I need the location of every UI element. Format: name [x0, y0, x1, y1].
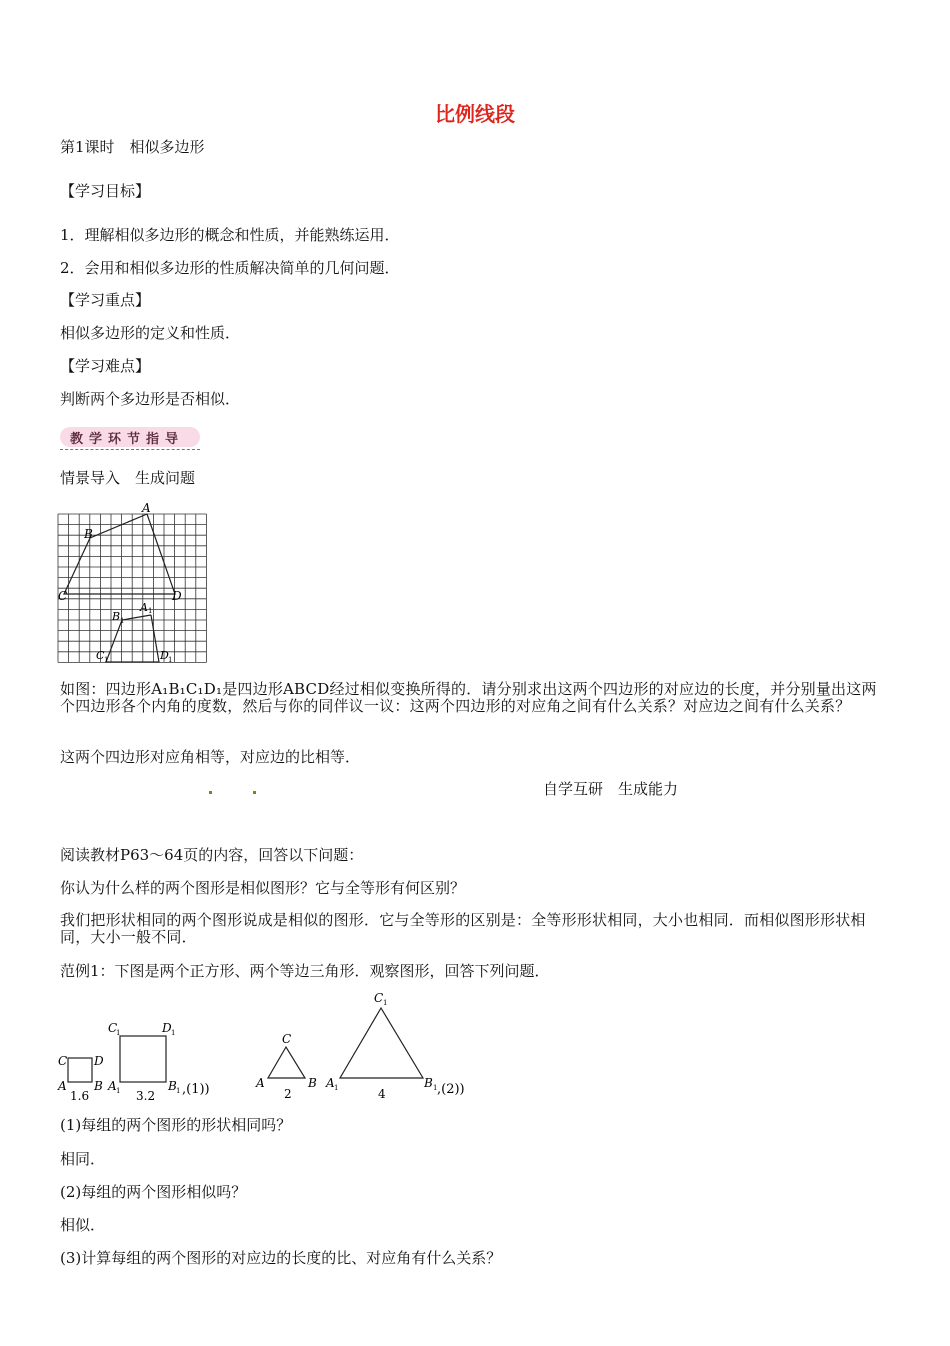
example-1: 范例1：下图是两个正方形、两个等边三角形．观察图形，回答下列问题． — [60, 962, 550, 980]
small-triangle-c: C — [282, 1032, 292, 1046]
svg-text:1: 1 — [116, 1029, 121, 1037]
question-1: 你认为什么样的两个图形是相似图形？它与全等形有何区别？ — [60, 879, 466, 897]
page-title: 比例线段 — [435, 102, 515, 126]
small-triangle-b: B — [308, 1076, 317, 1090]
svg-text:1: 1 — [176, 1087, 181, 1095]
grid-lines — [58, 514, 206, 662]
svg-text:1: 1 — [116, 1087, 121, 1095]
shapes-figure — [56, 990, 496, 1102]
lesson-subtitle: 第1课时 相似多边形 — [60, 138, 205, 156]
big-triangle-b: B — [424, 1076, 433, 1090]
sub-question-3: (3)计算每组的两个图形的对应边的长度的比、对应角有什么关系？ — [60, 1249, 502, 1267]
sub-question-2: (2)每组的两个图形相似吗？ — [60, 1183, 247, 1201]
focus-text: 相似多边形的定义和性质． — [60, 324, 241, 342]
big-triangle-side: 4 — [378, 1087, 386, 1101]
svg-text:1: 1 — [383, 999, 388, 1007]
focus-header: 【学习重点】 — [60, 291, 151, 309]
svg-text:1: 1 — [334, 1084, 339, 1092]
big-square — [120, 1036, 166, 1082]
label-c: C — [58, 589, 68, 603]
small-square-side: 1.6 — [70, 1089, 90, 1102]
small-square-a: A — [58, 1079, 67, 1093]
group-2-label: ,(2)) — [437, 1082, 465, 1097]
big-triangle — [340, 1008, 423, 1078]
question-intro: 如图：四边形A₁B₁C₁D₁是四边形ABCD经过相似变换所得的．请分别求出这两个四边形的对应边的长度，并分别量出这两个四边形各个内角的度数，然后与你的同伴议一议：这两个四边形的对应角之间有什么关系？对应边之间有什么关系？ — [60, 680, 877, 715]
label-d1: D — [160, 649, 169, 662]
big-square-d: D — [162, 1021, 172, 1035]
group-1-label: ,(1)) — [182, 1082, 210, 1097]
label-b1: B — [112, 610, 121, 623]
label-a: A — [142, 501, 151, 515]
small-square-b: B — [94, 1079, 103, 1093]
answer-intro: 这两个四边形对应角相等，对应边的比相等． — [60, 748, 361, 766]
label-b1-sub: 1 — [120, 617, 125, 625]
label-b: B — [84, 527, 93, 541]
difficulty-text: 判断两个多边形是否相似． — [60, 390, 241, 408]
label-c1-sub: 1 — [104, 656, 109, 664]
label-a1-sub: 1 — [148, 607, 153, 615]
label-d1-sub: 1 — [168, 656, 173, 664]
small-square-d: D — [94, 1054, 104, 1068]
goal-2: 2．会用和相似多边形的性质解决简单的几何问题． — [60, 259, 400, 277]
small-triangle-a: A — [256, 1076, 265, 1090]
svg-text:1: 1 — [433, 1084, 438, 1092]
big-square-c: C — [108, 1021, 118, 1035]
big-square-b: B — [168, 1079, 177, 1093]
big-square-a: A — [108, 1079, 117, 1093]
big-square-side: 3.2 — [136, 1089, 156, 1102]
difficulty-header: 【学习难点】 — [60, 357, 151, 375]
sub-answer-2: 相似． — [60, 1216, 106, 1234]
decoration-dot — [209, 791, 212, 794]
small-square-c: C — [58, 1054, 68, 1068]
svg-text:1: 1 — [171, 1029, 176, 1037]
big-triangle-a: A — [326, 1076, 335, 1090]
small-triangle — [268, 1047, 305, 1078]
section-intro: 情景导入 生成问题 — [60, 469, 196, 487]
sub-question-1: (1)每组的两个图形的形状相同吗？ — [60, 1116, 292, 1134]
big-triangle-c: C — [374, 991, 384, 1005]
banner-label: 教学环节指导 — [70, 432, 185, 447]
quadrilateral-abcd — [64, 514, 175, 594]
decoration-dot — [253, 791, 256, 794]
small-square — [68, 1058, 92, 1082]
small-triangle-side: 2 — [284, 1087, 292, 1101]
reading-instruction: 阅读教材P63～64页的内容，回答以下问题： — [60, 846, 364, 864]
answer-1: 我们把形状相同的两个图形说成是相似的图形．它与全等形的区别是：全等形形状相同，大小也相同．而相似图形形状相同，大小一般不同． — [60, 911, 866, 946]
banner-underline — [60, 449, 200, 450]
goals-header: 【学习目标】 — [60, 182, 151, 200]
label-d: D — [172, 589, 182, 603]
goal-1: 1．理解相似多边形的概念和性质，并能熟练运用． — [60, 226, 400, 244]
section-self: 自学互研 生成能力 — [543, 780, 679, 798]
section-banner — [60, 427, 200, 451]
grid-figure — [56, 500, 212, 666]
sub-answer-1: 相同． — [60, 1150, 106, 1168]
label-a1: A — [140, 601, 148, 614]
label-c1: C — [96, 649, 105, 662]
